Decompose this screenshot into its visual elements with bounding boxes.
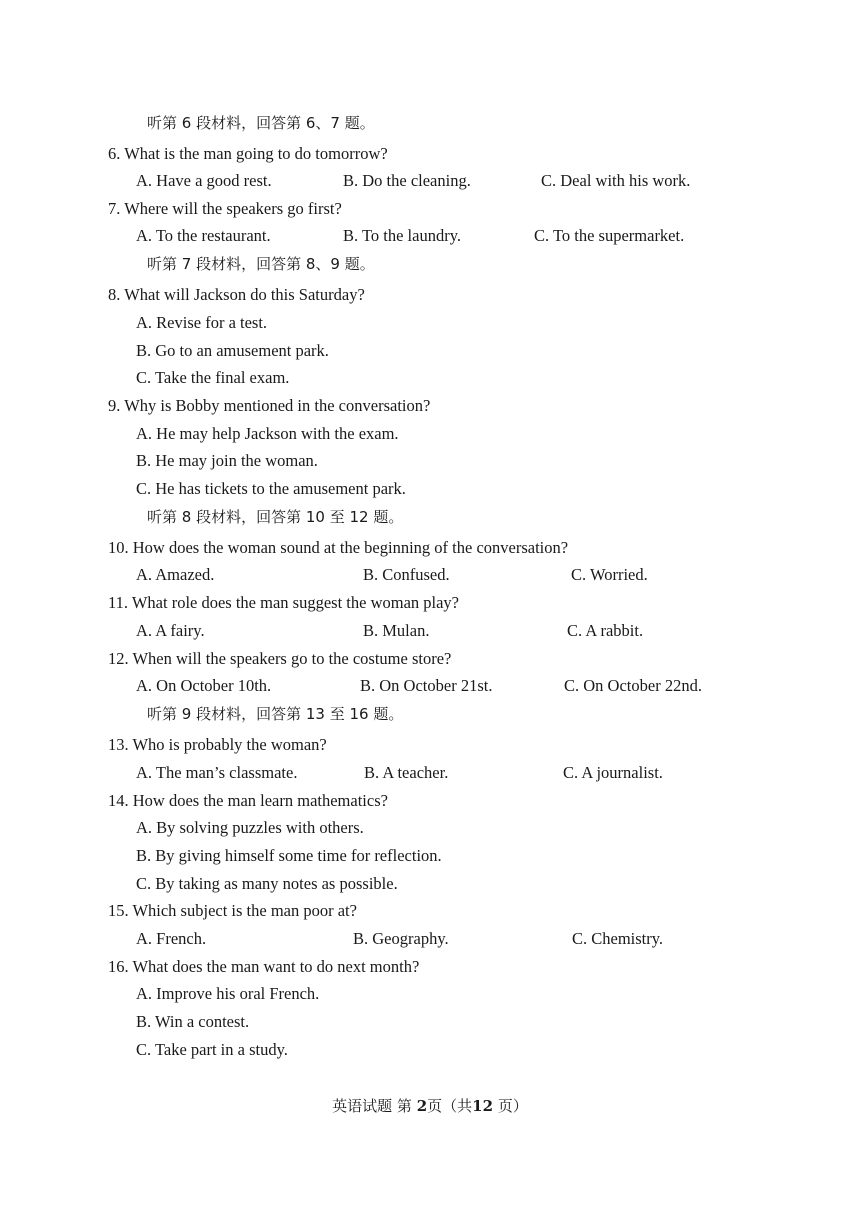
option-c: C. A rabbit.	[567, 621, 644, 640]
page-number: 2	[416, 1097, 428, 1115]
footer-suffix: 页）	[493, 1097, 528, 1115]
option-a: A. Revise for a test.	[136, 313, 268, 332]
option-a: A. Have a good rest.	[136, 171, 272, 190]
option-c: C. To the supermarket.	[534, 226, 685, 245]
option-a: A. The man’s classmate.	[136, 763, 298, 782]
option-a: A. A fairy.	[136, 621, 205, 640]
option-c: C. He has tickets to the amusement park.	[136, 479, 406, 498]
question-7: 7. Where will the speakers go first?	[108, 199, 342, 218]
question-6: 6. What is the man going to do tomorrow?	[108, 144, 388, 163]
section-heading: 听第 9 段材料，回答第 13 至 16 题。	[147, 705, 404, 723]
option-a: A. He may help Jackson with the exam.	[136, 424, 399, 443]
option-a: A. French.	[136, 929, 207, 948]
option-b: B. To the laundry.	[343, 226, 461, 245]
question-14: 14. How does the man learn mathematics?	[108, 791, 388, 810]
option-b: B. He may join the woman.	[136, 451, 318, 470]
footer-prefix: 英语试题 第	[332, 1097, 412, 1115]
option-b: B. A teacher.	[364, 763, 449, 782]
option-c: C. By taking as many notes as possible.	[136, 874, 398, 893]
question-13: 13. Who is probably the woman?	[108, 735, 327, 754]
option-c: C. Worried.	[571, 565, 648, 584]
option-c: C. Deal with his work.	[541, 171, 691, 190]
option-b: B. Geography.	[353, 929, 449, 948]
option-a: A. Improve his oral French.	[136, 984, 320, 1003]
option-c: C. Take part in a study.	[136, 1040, 288, 1059]
page-footer	[0, 1095, 860, 1117]
section-heading: 听第 7 段材料，回答第 8、9 题。	[147, 255, 375, 273]
question-11: 11. What role does the man suggest the woman play?	[108, 593, 459, 612]
footer-middle: 页（共	[427, 1097, 473, 1115]
question-15: 15. Which subject is the man poor at?	[108, 901, 357, 920]
option-b: B. Do the cleaning.	[343, 171, 471, 190]
option-c: C. A journalist.	[563, 763, 663, 782]
option-c: C. Take the final exam.	[136, 368, 290, 387]
question-8: 8. What will Jackson do this Saturday?	[108, 285, 365, 304]
question-16: 16. What does the man want to do next month?	[108, 957, 420, 976]
option-b: B. On October 21st.	[360, 676, 493, 695]
question-10: 10. How does the woman sound at the beginning of the conversation?	[108, 538, 569, 557]
total-pages: 12	[472, 1097, 494, 1115]
question-12: 12. When will the speakers go to the costume store?	[108, 649, 452, 668]
option-b: B. Win a contest.	[136, 1012, 250, 1031]
question-9: 9. Why is Bobby mentioned in the conversation?	[108, 396, 431, 415]
option-a: A. On October 10th.	[136, 676, 272, 695]
option-a: A. To the restaurant.	[136, 226, 271, 245]
option-b: B. Confused.	[363, 565, 450, 584]
section-heading: 听第 8 段材料，回答第 10 至 12 题。	[147, 508, 404, 526]
option-c: C. On October 22nd.	[564, 676, 702, 695]
option-a: A. Amazed.	[136, 565, 215, 584]
option-b: B. By giving himself some time for reflection.	[136, 846, 442, 865]
option-c: C. Chemistry.	[572, 929, 664, 948]
section-heading: 听第 6 段材料，回答第 6、7 题。	[147, 114, 375, 132]
option-b: B. Go to an amusement park.	[136, 341, 329, 360]
option-a: A. By solving puzzles with others.	[136, 818, 364, 837]
option-b: B. Mulan.	[363, 621, 430, 640]
